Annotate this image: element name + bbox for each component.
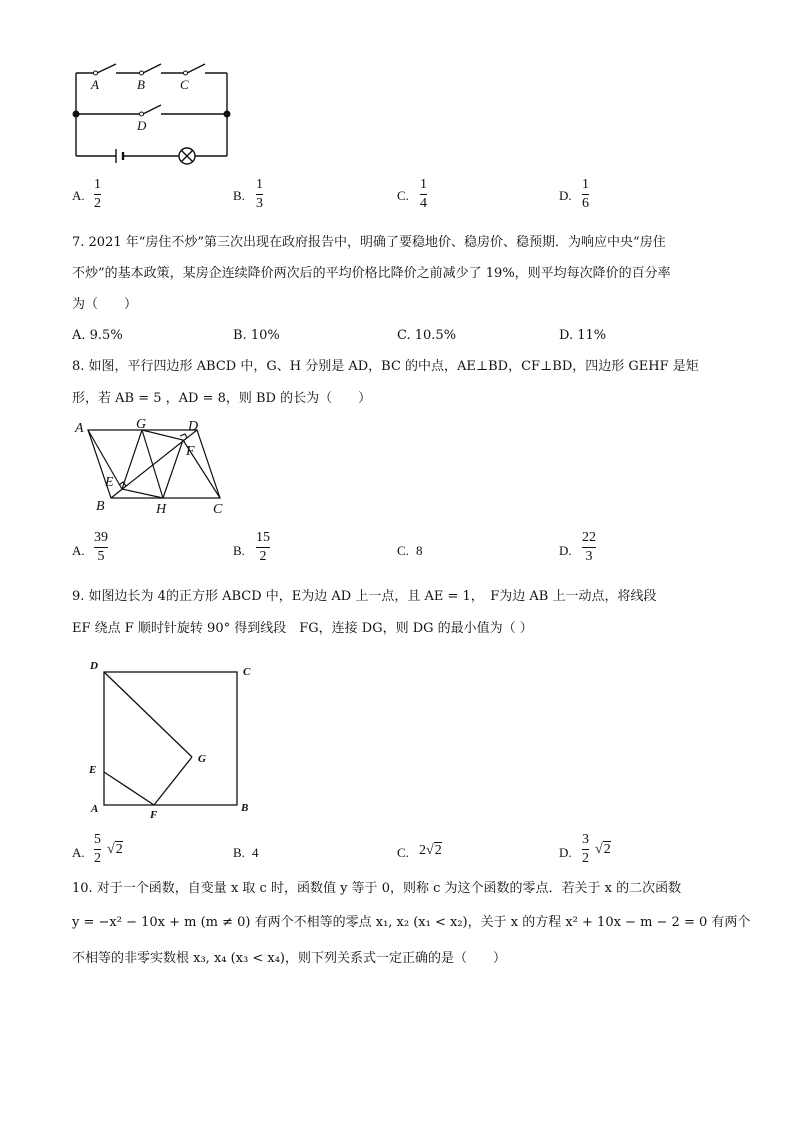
q6-option-a-letter: A. <box>72 188 85 203</box>
vertex-label-d: D <box>188 419 199 434</box>
q6-option-d-fraction: 1 6 <box>582 177 589 211</box>
q7-option-d: D. 11% <box>559 328 607 343</box>
q9-option-b-letter: B. <box>233 845 245 860</box>
q7-stem-line-3: 为（ ） <box>72 297 138 312</box>
q7-option-a: A. 9.5% <box>72 328 123 343</box>
vertex-label-e: E <box>105 475 114 490</box>
vertex-label-f: F <box>150 809 158 821</box>
q8-option-c-letter: C. <box>397 543 409 558</box>
q6-option-b-letter: B. <box>233 188 245 203</box>
vertex-label-a: A <box>91 803 99 815</box>
parallelogram-figure <box>70 415 240 517</box>
q7-option-b: B. 10% <box>233 328 280 343</box>
q7-option-c: C. 10.5% <box>397 328 457 343</box>
vertex-label-d: D <box>90 660 98 672</box>
q10-stem-line-1: 10. 对于一个函数，自变量 x 取 c 时，函数值 y 等于 0，则称 c 为这个函数的零点．若关于 x 的二次函数 <box>72 881 682 896</box>
q9-option-b-value: 4 <box>252 845 259 860</box>
q6-option-c-fraction: 1 4 <box>420 177 427 211</box>
vertex-label-f: F <box>186 444 195 459</box>
q9-stem-line-2: EF 绕点 F 顺时针旋转 90° 得到线段 FG，连接 DG，则 DG 的最小值为（ ） <box>72 621 533 636</box>
q9-option-c-value: 2√2 <box>419 843 442 858</box>
switch-label-a: A <box>91 77 99 92</box>
q6-option-b-fraction: 1 3 <box>256 177 263 211</box>
q10-stem-line-3: 不相等的非零实数根 x₃, x₄ (x₃ < x₄)，则下列关系式一定正确的是（ ） <box>72 951 507 966</box>
q8-option-d-letter: D. <box>559 543 572 558</box>
q8-option-c-value: 8 <box>416 543 423 558</box>
vertex-label-b: B <box>96 499 105 514</box>
vertex-label-a: A <box>75 421 84 436</box>
q9-option-d-radical: √2 <box>595 842 611 857</box>
vertex-label-g: G <box>136 417 147 432</box>
q8-stem-line-1: 8. 如图，平行四边形 ABCD 中，G、H 分别是 AD，BC 的中点，AE⊥BD，CF⊥BD，四边形 GEHF 是矩 <box>72 359 699 374</box>
q9-option-a-fraction: 5 2 <box>94 832 101 866</box>
vertex-label-c: C <box>213 502 223 517</box>
vertex-label-c: C <box>243 666 251 678</box>
square-figure <box>84 656 264 824</box>
q6-option-c-letter: C. <box>397 188 409 203</box>
q9-option-a-letter: A. <box>72 845 85 860</box>
circuit-diagram <box>60 58 250 168</box>
vertex-label-b: B <box>241 802 249 814</box>
q7-stem-line-2: 不炒”的基本政策，某房企连续降价两次后的平均价格比降价之前减少了 19%，则平均每次降价的百分率 <box>72 266 671 281</box>
q7-stem-line-1: 7. 2021 年“房住不炒”第三次出现在政府报告中，明确了要稳地价、稳房价、稳预期．为响应中央“房住 <box>72 235 666 250</box>
q9-option-a-radical: √2 <box>107 842 123 857</box>
switch-label-d: D <box>137 118 147 133</box>
q8-option-d-fraction: 22 3 <box>582 530 596 564</box>
q9-stem-line-1: 9. 如图边长为 4的正方形 ABCD 中，E为边 AD 上一点，且 AE = 1， F为边 AB 上一动点，将线段 <box>72 589 657 604</box>
vertex-label-g: G <box>198 753 206 765</box>
q10-stem-line-2: y = −x² − 10x + m (m ≠ 0) 有两个不相等的零点 x₁, x₂ (x₁ < x₂)，关于 x 的方程 x² + 10x − m − 2 = 0 有两个 <box>72 915 751 930</box>
vertex-label-e: E <box>89 764 97 776</box>
q8-stem-line-2: 形，若 AB = 5 ，AD = 8，则 BD 的长为（ ） <box>72 391 372 406</box>
q9-option-d-letter: D. <box>559 845 572 860</box>
vertex-label-h: H <box>156 502 167 517</box>
q6-option-a-fraction: 1 2 <box>94 177 101 211</box>
q8-option-b-fraction: 15 2 <box>256 530 270 564</box>
switch-label-c: C <box>180 77 189 92</box>
q8-option-a-letter: A. <box>72 543 85 558</box>
switch-label-b: B <box>137 77 145 92</box>
q8-option-b-letter: B. <box>233 543 245 558</box>
q9-option-c-letter: C. <box>397 845 409 860</box>
q6-option-d-letter: D. <box>559 188 572 203</box>
q8-option-a-fraction: 39 5 <box>94 530 108 564</box>
q9-option-d-fraction: 3 2 <box>582 832 589 866</box>
